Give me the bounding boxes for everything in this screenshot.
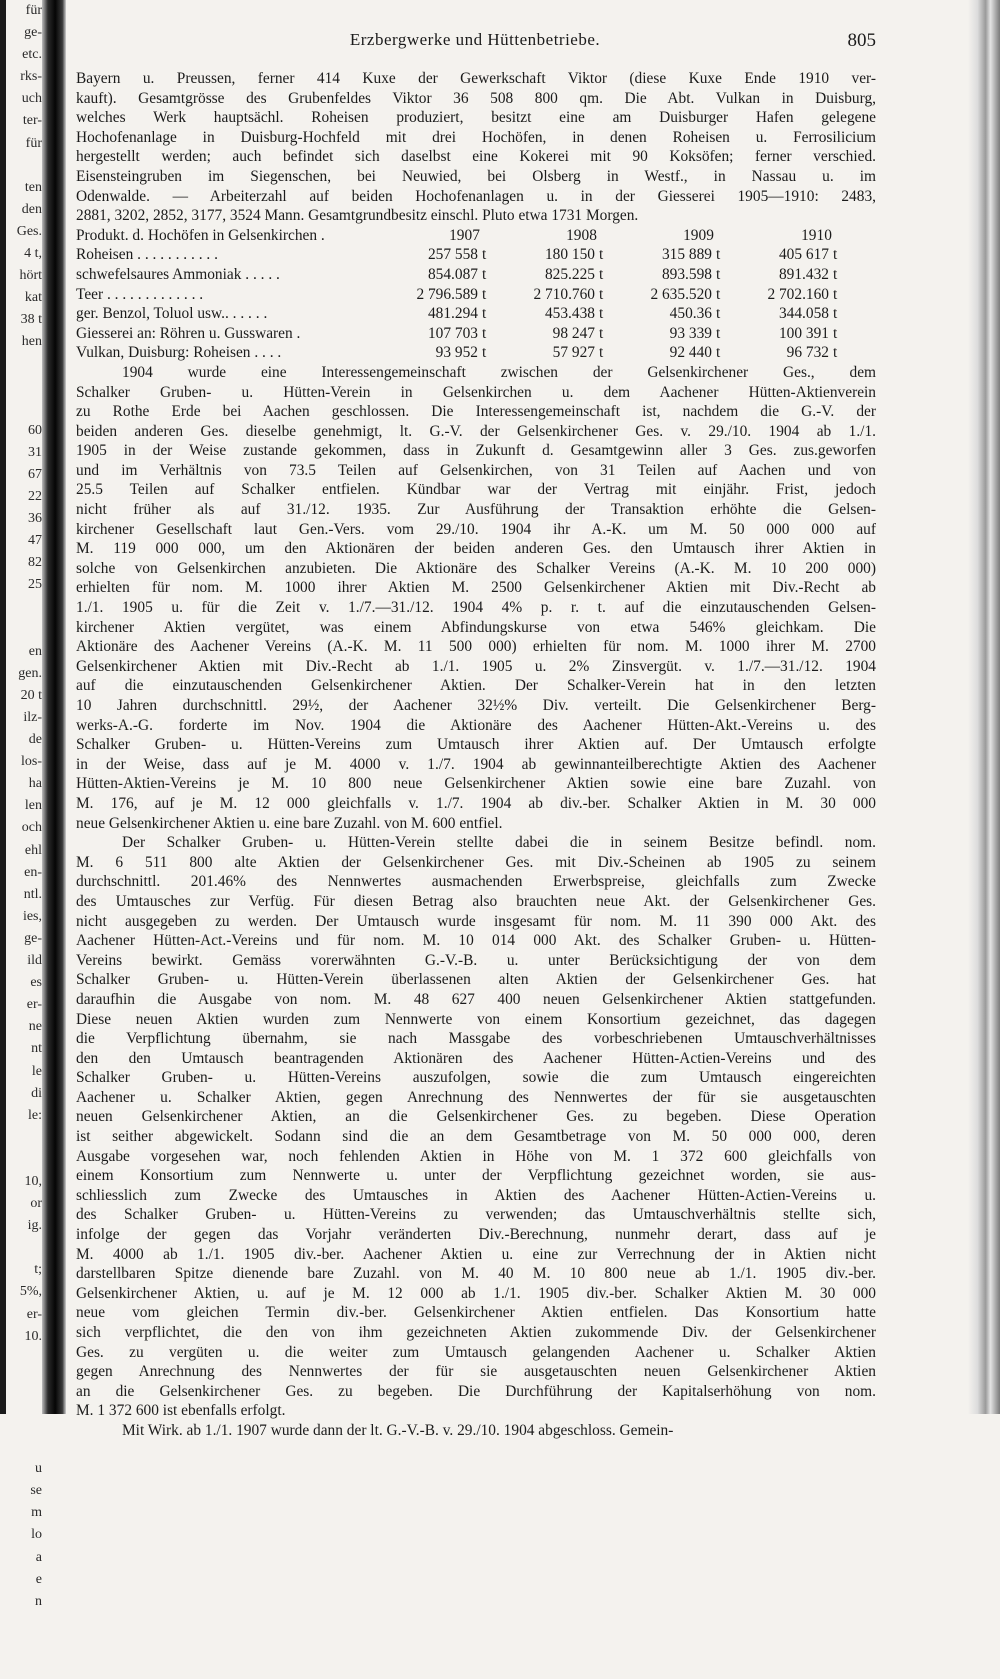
production-table-header-row (76, 226, 876, 246)
production-unit: t (716, 265, 721, 283)
previous-column-fragment: 36 (28, 511, 42, 527)
text-line: Ausgabe vorgesehen war, noch fehlenden Aktien in Höhe von M. 1 372 600 gleichfalls von (76, 1147, 876, 1165)
production-value: 107 703 (427, 324, 478, 342)
production-unit: t (716, 285, 721, 303)
previous-column-fragment: lo (31, 1527, 42, 1543)
previous-column-fragment: 20 t (20, 687, 42, 703)
previous-column-fragment (6, 1149, 42, 1171)
production-table-row (76, 245, 876, 265)
previous-column-fragment: Ges. (16, 223, 42, 239)
text-line: 2881, 3202, 2852, 3177, 3524 Mann. Gesamtgrundbesitz einschl. Pluto etwa 1731 Morgen. (76, 207, 639, 225)
previous-column-fragment: 31 (28, 444, 42, 460)
previous-column-fragment: den (21, 201, 42, 217)
production-value: 453.438 (544, 305, 595, 323)
previous-column-fragment (6, 597, 42, 619)
text-line: zu Rothe Erde bei Aachen geschlossen. Die Interessengemeinschaft ist, nachdem die G.-V. der (76, 403, 876, 421)
text-line: Schalker Gruben- u. Hütten-Vereins auszufolgen, sowie die zum Umtausch eingereichten (76, 1069, 876, 1087)
text-line: Hütten-Aktien-Vereins je M. 10 800 neue Gelsenkirchener Aktien sowie eine bare Zuzahl. von (76, 775, 876, 793)
previous-column-fragment: m (31, 1505, 42, 1521)
production-value: 825.225 (544, 265, 595, 283)
previous-column-fragment: ge- (24, 930, 42, 946)
production-value: 96 732 (786, 344, 829, 362)
text-line: des Schalker Gruben- u. Hütten-Vereins zu verwenden; das Umtauschverhältnis stellte sich, (76, 1206, 876, 1224)
previous-column-fragment: 38 t (20, 312, 42, 328)
previous-column-fragment: nt (31, 1041, 42, 1057)
text-line: Ges. zu vergüten u. die weiter zum Umtausch gelangenden Aachener u. Schalker Aktien (76, 1343, 876, 1361)
previous-column-fragment (6, 1613, 42, 1635)
production-value: 2 796.589 (416, 285, 478, 303)
text-line: gegen Anrechnung des Nennwertes der für sie ausgetauschten neuen Gelsenkirchener Aktien (76, 1363, 876, 1381)
previous-column-fragment: de (28, 732, 42, 748)
production-unit: t (833, 265, 838, 283)
previous-column-fragment: 47 (28, 533, 42, 549)
paragraph-final (76, 1421, 876, 1441)
previous-column-fragment: 10. (24, 1328, 42, 1344)
production-value: 344.058 (778, 305, 829, 323)
production-value: 98 247 (552, 324, 595, 342)
text-line: ist seither abgewickelt. Sodann sind die an dem Gesamtbetrage von M. 50 000 000, deren (76, 1128, 876, 1146)
previous-column-fragment: rks- (20, 69, 42, 85)
previous-column-fragment: ies, (22, 908, 42, 924)
previous-column-fragment: e (35, 1571, 42, 1587)
production-unit: t (482, 344, 487, 362)
text-line: Schalker Gruben- u. Hütten-Vereins zum Umtausch ihrer Aktien auf. Der Umtausch erfolgte (76, 736, 876, 754)
previous-column-fragment: 60 (28, 422, 42, 438)
previous-column-fragment (6, 354, 42, 376)
text-line: Mit Wirk. ab 1./1. 1907 wurde dann der lt. G.-V.-B. v. 29./10. 1904 abgeschloss. Gemein- (122, 1421, 674, 1439)
previous-column-fragment: etc. (22, 47, 42, 63)
text-line: einem Konsortium zum Nennwerte u. unter der Verpflichtung gezeichnet worden, sie aus- (76, 1167, 876, 1185)
previous-column-fragment: er- (26, 1306, 42, 1322)
text-line: Aktionäre des Aachener Vereins (A.-K. M. 11 500 000) erhielten für nom. M. 1000 ihrer M. 2700 (76, 638, 876, 656)
production-value: 257 558 (427, 246, 478, 264)
previous-column-fragment: 4 t, (24, 246, 42, 262)
production-unit: t (482, 285, 487, 303)
previous-column-fragment (6, 1370, 42, 1392)
previous-column-fragment: di (31, 1085, 42, 1101)
previous-column-fragment: le (31, 1063, 42, 1079)
previous-column-fragment: ne (28, 1019, 42, 1035)
production-table-row (76, 265, 876, 285)
previous-column-fragment (6, 1436, 42, 1458)
text-line: die Verpflichtung übernahm, sie nach Massgabe des vorbeschriebenen Umtauschverhältnisses (76, 1030, 876, 1048)
previous-column-fragment: u (35, 1461, 42, 1477)
text-line: sich verpflichtet, die den von ihm gezeichneten Aktien zukommende Div. der Gelsenkirchener (76, 1324, 876, 1341)
previous-column-fragment: n (35, 1593, 42, 1609)
production-value: 2 702.160 (767, 285, 829, 303)
previous-column-fragment (6, 619, 42, 641)
production-value: 93 339 (669, 324, 712, 342)
text-line: erhielten für nom. M. 1000 ihrer Aktien M. 2500 Gelsenkirchener Aktien mit Div.-Recht ab (76, 579, 876, 597)
previous-column-fragment: ter- (22, 113, 42, 129)
previous-column-fragment: kat (24, 290, 42, 306)
text-line: M. 6 511 800 alte Aktien der Gelsenkirchener Ges. mit Div.-Scheinen ab 1905 zu seinem (76, 853, 876, 871)
text-line: M. 176, auf je M. 12 000 gleichfalls v. 1./7. 1904 ab div.-ber. Schalker Aktien in M. 30 000 (76, 794, 876, 812)
previous-column-fragment: für (25, 135, 42, 151)
previous-column-fragment: 82 (28, 555, 42, 571)
previous-column-fragment: a (35, 1549, 42, 1565)
previous-column-fragment (6, 155, 42, 177)
production-unit: t (833, 285, 838, 303)
text-line: neuen Gelsenkirchener Aktien, an die Gelsenkirchener Ges. zu begeben. Diese Operation (76, 1108, 876, 1126)
previous-column-fragment: ten (24, 179, 42, 195)
previous-column-fragment: ild (27, 953, 42, 969)
running-title: Erzbergwerke und Hüttenbetriebe. (349, 30, 601, 49)
production-value: 93 952 (435, 344, 478, 362)
year-header: 1907 (449, 226, 480, 244)
year-header: 1909 (683, 226, 714, 244)
production-value: 893.598 (661, 265, 712, 283)
product-label: ger. Benzol, Toluol usw.. . . . . . (76, 305, 268, 323)
production-value: 92 440 (669, 344, 712, 362)
text-line: M. 4000 ab 1./1. 1905 div.-ber. Aachener Aktien u. eine zur Verrechnung der in Aktien nicht (76, 1245, 876, 1263)
text-line: neue Gelsenkirchener Aktien u. eine bare Zuzahl. von M. 600 entfiel. (76, 814, 503, 832)
previous-column-fragment (6, 1127, 42, 1149)
production-table-row (76, 304, 876, 324)
previous-column-fragment: och (21, 820, 42, 836)
product-label: schwefelsaures Ammoniak . . . . . (76, 265, 280, 283)
text-line: darstellbaren Spitze dienende bare Zuzahl. von M. 40 M. 10 800 neue ab 1./1. 1905 div.-ber. (76, 1265, 876, 1283)
previous-column-fragment: ehl (24, 842, 42, 858)
previous-column-fragment: len (24, 798, 42, 814)
previous-column-fragment (6, 1348, 42, 1370)
previous-column-fragment (6, 376, 42, 398)
previous-column-fragment: er- (26, 997, 42, 1013)
production-value: 100 391 (778, 324, 829, 342)
previous-column-fragment: für (25, 3, 42, 18)
text-line: Gelsenkirchener Aktien, u. auf je M. 12 000 ab 1./1. 1905 div.-ber. Schalker Aktien M. 30 000 (76, 1284, 876, 1302)
production-value: 57 927 (552, 344, 595, 362)
production-unit: t (599, 285, 604, 303)
previous-column-fragment: 25 (28, 577, 42, 593)
product-label: Vulkan, Duisburg: Roheisen . . . . (76, 344, 282, 362)
previous-column-fragment: le: (28, 1107, 42, 1123)
previous-column-fragment (6, 1237, 42, 1259)
text-line: Schalker Gruben- u. Hütten-Verein überlassenen alten Aktien der Gelsenkirchener Ges. hat (76, 971, 876, 989)
product-label: Giesserei an: Röhren u. Gusswaren . (76, 324, 301, 342)
page-header (74, 30, 876, 58)
text-line: Odenwalde. — Arbeiterzahl auf beiden Hochofenanlagen u. in der Giesserei 1905—1910: 2483, (76, 187, 876, 205)
previous-column-fragment (6, 1414, 42, 1436)
previous-column-fragment: uch (21, 91, 42, 107)
previous-column-fragment (6, 398, 42, 420)
text-line: Schalker Gruben- u. Hütten-Verein in Gelsenkirchen u. dem Aachener Hütten-Aktienverein (76, 383, 876, 401)
text-line: Diese neuen Aktien wurden zum Nennwerte von einem Konsortium gezeichnet, das dagegen (76, 1010, 876, 1028)
text-line: M. 1 372 600 ist ebenfalls erfolgt. (76, 1402, 286, 1420)
production-unit: t (482, 265, 487, 283)
production-value: 450.36 (669, 305, 712, 323)
paragraph-schalker-verein (76, 833, 876, 1421)
production-table-row (76, 324, 876, 344)
text-line: hergestellt werden; auch befindet sich daselbst eine Kokerei mit 90 Koksöfen; ferner verschied. (76, 148, 876, 166)
previous-column-fragment: en- (24, 864, 42, 880)
previous-column-fragment: hen (21, 334, 42, 350)
production-table (76, 226, 876, 363)
text-line: 10 Jahren durchschnittl. 29½, der Aachener 32½% Div. verteilt. Die Gelsenkirchener Berg- (76, 697, 876, 714)
text-line: beiden anderen Ges. dieselbe genehmigt, lt. G.-V. der Gelsenkirchener Ges. v. 29./10. 1904 ab 1./1. (76, 422, 876, 440)
previous-column-fragment: es (30, 975, 42, 991)
text-line: infolge der gegen das Vorjahr veränderten Div.-Berechnung, nunmehr derart, dass auf je (76, 1226, 876, 1244)
production-unit: t (833, 305, 838, 323)
text-line: neue vom gleichen Termin div.-ber. Gelsenkirchener Aktien entfielen. Das Konsortium hatte (76, 1304, 876, 1322)
previous-page-column-fragment (6, 0, 42, 1609)
previous-column-fragment: 5%, (19, 1284, 42, 1300)
production-value: 180 150 (544, 246, 595, 264)
production-value: 481.294 (427, 305, 478, 323)
text-line: in der Weise, dass auf je M. 4000 v. 1./7. 1904 ab gewinnanteilberechtigte Aktien des Aachener (76, 755, 876, 773)
text-line: des Umtausches zur Verfüg. Für diesen Betrag also brauchten neue Akt. der Gelsenkirchener Ges. (76, 892, 876, 910)
previous-column-fragment: ha (28, 776, 42, 792)
year-header: 1908 (566, 226, 597, 244)
text-line: Bayern u. Preussen, ferner 414 Kuxe der Gewerkschaft Viktor (diese Kuxe Ende 1910 ver- (76, 70, 876, 87)
text-line: Vereins bewirkt. Gemäss vorerwähnten G.-V.-B. u. unter Berücksichtigung der von dem (76, 951, 876, 969)
previous-column-fragment: se (30, 1483, 42, 1499)
text-line: 1904 wurde eine Interessengemeinschaft zwischen der Gelsenkirchener Ges., dem (122, 363, 876, 381)
previous-column-fragment: ge- (24, 25, 42, 41)
text-line: Aachener u. Schalker Aktien, gegen Anrechnung des Nennwertes der für sie ausgetauschten (76, 1088, 876, 1106)
intro-paragraph (76, 69, 876, 226)
previous-column-fragment: hört (19, 268, 42, 284)
text-line: Hochofenanlage in Duisburg-Hochfeld mit drei Hochöfen, in denen Roheisen u. Ferrosilicium (76, 128, 876, 146)
text-line: schliesslich zum Zwecke des Umtausches in Aktien des Aachener Hütten-Actien-Vereins u. (76, 1186, 876, 1204)
text-line: welches Werk hauptsächl. Roheisen produziert, besitzt eine am Duisburger Hafen gelegene (76, 109, 876, 127)
product-label: Teer . . . . . . . . . . . . . (76, 285, 204, 303)
text-line: werks-A.-G. forderte im Nov. 1904 die Aktionäre des Aachener Hütten-Akt.-Vereins u. des (76, 716, 876, 734)
text-line: 25.5 Teilen auf Schalker entfielen. Kündbar war der Vertrag mit einjähr. Frist, jedoch (76, 481, 876, 499)
text-line: M. 119 000 000, um den Aktionären der beiden anderen Ges. den Umtausch ihrer Aktien in (76, 540, 876, 558)
production-value: 405 617 (778, 246, 829, 264)
text-line: Der Schalker Gruben- u. Hütten-Verein stellte dabei die in seinem Besitze befindl. nom. (122, 834, 876, 852)
production-value: 854.087 (427, 265, 478, 283)
year-header: 1910 (801, 226, 832, 244)
previous-column-fragment: or (30, 1196, 42, 1212)
previous-column-fragment: ig. (27, 1218, 42, 1234)
production-unit: t (833, 324, 838, 342)
text-line: kirchener Gesellschaft laut Gen.-Vers. vom 29./10. 1904 ihr A.-K. um M. 50 000 000 auf (76, 520, 876, 538)
production-unit: t (716, 324, 721, 342)
previous-column-fragment: t; (34, 1262, 42, 1278)
paragraph-interessengemeinschaft (76, 363, 876, 833)
text-line: daraufhin die Ausgabe von nom. M. 48 627 400 neuen Gelsenkirchener Aktien stattgefunden. (76, 990, 876, 1008)
previous-column-fragment (6, 1635, 42, 1657)
previous-column-fragment: 67 (28, 466, 42, 482)
text-line: Eisensteingruben im Siegenschen, bei Neuwied, bei Olsberg in Westf., in Nassau u. im (76, 167, 876, 185)
production-value: 2 710.760 (533, 285, 595, 303)
production-unit: t (599, 265, 604, 283)
text-line: auf die einzutauschenden Gelsenkirchener Aktien. Der Schalker-Verein hat in den letzten (76, 677, 876, 695)
production-unit: t (599, 305, 604, 323)
production-unit: t (716, 344, 721, 362)
product-label: Roheisen . . . . . . . . . . . (76, 246, 218, 264)
page-edge-right (968, 0, 1000, 1414)
text-line: kauft). Gesamtgrösse des Grubenfeldes Viktor 36 508 800 qm. Die Abt. Vulkan in Duisburg, (76, 89, 876, 107)
production-unit: t (833, 344, 838, 362)
text-line: 1./1. 1905 u. für die Zeit v. 1./7.—31./12. 1904 4% p. r. t. auf die einzutauschenden Gelsen- (76, 599, 876, 617)
production-unit: t (482, 246, 487, 264)
previous-column-fragment: ntl. (23, 886, 42, 902)
text-line: Gelsenkirchener Aktien mit Div.-Recht ab 1./1. 1905 u. 2% Zinsvergüt. v. 1./7.—31./12. 1904 (76, 657, 876, 675)
production-table-row (76, 343, 876, 363)
production-unit: t (716, 305, 721, 323)
production-unit: t (599, 324, 604, 342)
text-line: den den Umtausch beantragenden Aktionären des Aachener Hütten-Actien-Vereins und des (76, 1049, 876, 1067)
text-line: an die Gelsenkirchener Ges. zu begeben. Die Durchführung der Kapitalserhöhung von nom. (76, 1382, 876, 1400)
book-gutter-shadow (42, 0, 66, 1414)
previous-column-fragment: 22 (28, 489, 42, 505)
page-number: 805 (847, 30, 876, 51)
text-line: nicht ausgegeben zu werden. Der Umtausch wurde insgesamt für nom. M. 11 390 000 Akt. des (76, 912, 876, 930)
previous-column-fragment: 10, (24, 1173, 42, 1189)
text-line: 1905 in der Weise zustande gekommen, dass in Zukunft d. Gesamtgewinn aller 3 Ges. zus.geworfen (76, 442, 876, 460)
production-value: 2 635.520 (650, 285, 712, 303)
previous-column-fragment: en (28, 643, 42, 659)
production-unit: t (599, 246, 604, 264)
production-unit: t (482, 305, 487, 323)
text-line: solche von Gelsenkirchen anzubieten. Die Aktionäre des Schalker Vereins (A.-K. M. 10 200 000) (76, 559, 876, 577)
previous-column-fragment: ilz- (23, 710, 42, 725)
production-value: 891.432 (778, 265, 829, 283)
production-value: 315 889 (661, 246, 712, 264)
text-line: Aachener Hütten-Act.-Vereins und für nom. M. 10 014 000 Akt. des Schalker Gruben- u. Hütten- (76, 932, 876, 950)
production-unit: t (599, 344, 604, 362)
previous-column-fragment: gen. (18, 665, 42, 681)
previous-column-fragment (6, 1392, 42, 1414)
previous-column-fragment (6, 1657, 42, 1679)
production-unit: t (833, 246, 838, 264)
text-line: und im Verhältnis von 73.5 Teilen auf Gelsenkirchen, von 31 Teilen auf Aachen und von (76, 461, 876, 479)
page-body (76, 69, 876, 1441)
text-line: durchschnittl. 201.46% des Nennwertes ausmachenden Erwerbspreise, gleichfalls zum Zwecke (76, 873, 876, 891)
production-table-heading: Produkt. d. Hochöfen in Gelsenkirchen . (76, 226, 325, 244)
production-unit: t (482, 324, 487, 342)
previous-column-fragment: los- (21, 754, 42, 770)
text-line: nicht früher als auf 31./12. 1935. Zur Ausführung der Transaktion erhöhte die Gelsen- (76, 501, 876, 519)
text-line: kirchener Aktien vergütet, was einem Abfindungskurse von etwa 546% gleichkam. Die (76, 618, 876, 636)
production-table-row (76, 285, 876, 305)
production-unit: t (716, 246, 721, 264)
